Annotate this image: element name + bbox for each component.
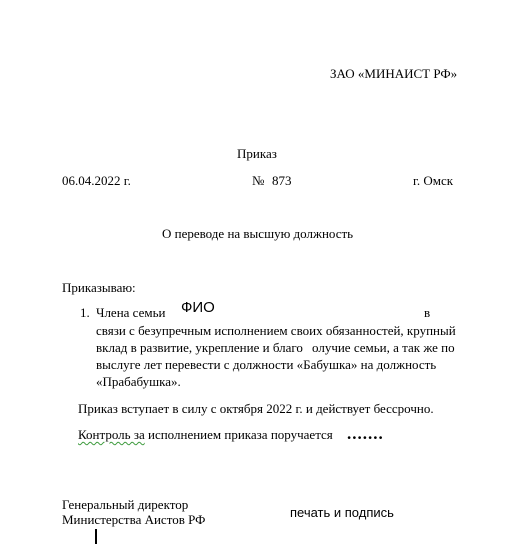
signature-position-line2: Министерства Аистов РФ <box>62 512 206 527</box>
order-intro: Приказываю: <box>62 280 136 295</box>
list-item-line: «Прабабушка». <box>96 374 181 389</box>
order-number: 873 <box>272 173 292 188</box>
fio-placeholder: ФИО <box>181 299 215 316</box>
text-cursor <box>95 529 97 544</box>
control-paragraph <box>78 427 333 443</box>
order-date: 06.04.2022 г. <box>62 173 131 188</box>
control-rest: исполнением приказа поручается <box>144 427 333 442</box>
list-item-line: выслуге лет перевести с должности «Бабушка» на должность <box>96 357 437 372</box>
order-number-label: № <box>252 173 265 188</box>
control-dots: ....... <box>347 424 384 443</box>
order-city: г. Омск <box>413 173 454 188</box>
control-word: Контроль за <box>78 427 145 442</box>
order-title: Приказ <box>237 146 277 161</box>
list-item-line: вклад в развитие, укрепление и благо <box>96 340 303 355</box>
company-name: ЗАО «МИНАИСТ РФ» <box>330 66 458 81</box>
list-item-number: 1. <box>80 305 90 320</box>
signature-position-line1: Генеральный директор <box>62 497 189 512</box>
order-subject: О переводе на высшую должность <box>162 226 354 241</box>
list-item-lead: Члена семьи <box>96 305 166 320</box>
list-item-lead-end: в <box>424 305 431 320</box>
effective-date-paragraph: Приказ вступает в силу с октября 2022 г. и действует бессрочно. <box>78 401 434 416</box>
stamp-and-signature: печать и подпись <box>290 505 394 520</box>
list-item-line: связи с безупречным исполнением своих обязанностей, крупный <box>96 323 456 338</box>
list-item-line: олучие семьи, а так же по <box>312 340 455 355</box>
